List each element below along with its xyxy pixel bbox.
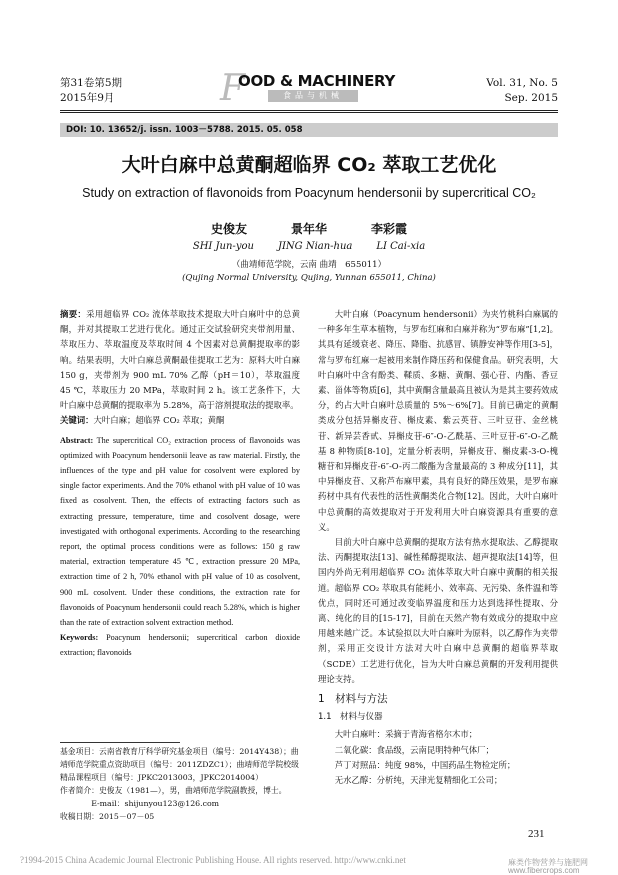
- title-english: Study on extraction of flavonoids from Poacynum hendersonii by supercritical CO₂: [82, 186, 536, 200]
- author-name-en: JING Nian-hua: [277, 241, 353, 252]
- date-label: 收稿日期：: [60, 812, 99, 821]
- keywords-label: 关键词：: [60, 415, 94, 426]
- header-rule-thin: [60, 112, 558, 113]
- abstract-chinese: [60, 307, 300, 413]
- intro-paragraph-1: 大叶白麻（Poacynum hendersonii）为夹竹桃科白麻属的一种多年生草本植物，与罗布红麻和白麻并称为“罗布麻”[1,2]。其具有延缓衰老、降压、降脂、抗感冒、镇静安神等作用[3-5]，常与罗布红麻一起被用来制作降压药和保健食品。研究表明，大叶白麻叶中含有酚类、鞣质、多糖、黄酮、强心苷、内酯、香豆素、甾体等物质[6]，其中黄酮含量最高且被认为是其主要药效成分，约占大叶白麻叶总质量的 5%～6%[7]。目前已确定的黄酮类成分包括异槲皮苷、槲皮素、紫云英苷、三叶豆苷、金丝桃苷、新异芸香甙、异槲皮苷-6″-O-乙酰基、三叶豆苷-6″-O-乙酰基 8 种物质[8-10]，定量分析表明，异槲皮苷、槲皮素-3-O-槐糖苷和异槲皮苷-6″-O-丙二酸酯为含量最高的 3 种成分[11]，其中异槲皮苷、又称芦布麻甲素，具有良好的降压效果，是罗布麻药材中具有代表性的活性黄酮类化合物[12]。因此，大叶白麻叶中总黄酮的高效提取对于开发利用大叶白麻资源具有重要的意义。: [318, 309, 558, 532]
- journal-volume-info-en: [486, 76, 558, 106]
- watermark-url: www.fibercrops.com: [508, 866, 580, 875]
- issue-date: 2015年9月: [60, 92, 115, 104]
- volume-issue-en: Vol. 31, No. 5: [486, 77, 558, 89]
- footnote-rule: [60, 742, 180, 743]
- author-name: 景年华: [290, 222, 327, 236]
- author-name-en: SHI Jun-you: [192, 241, 254, 252]
- author-label: 作者简介：: [60, 786, 99, 795]
- abstract-en-label: Abstract:: [60, 435, 94, 445]
- section-heading: 1 材料与方法: [318, 693, 388, 706]
- logo-letter: F: [220, 68, 245, 109]
- subsection-heading: 1.1 材料与仪器: [318, 712, 383, 723]
- watermark-cn: 麻类作物营养与施肥网: [508, 858, 588, 867]
- issue-date-en: Sep. 2015: [504, 92, 558, 104]
- date-text: 2015－07－05: [98, 812, 155, 821]
- header-rule: [60, 110, 558, 111]
- material-item: 大叶白麻叶：采摘于青海省格尔木市；: [334, 729, 478, 740]
- journal-logo: [220, 68, 400, 109]
- keywords-en-text: Poacynum hendersonii; supercritical carbon dioxide extraction; flavonoids: [60, 633, 300, 658]
- material-item: 芦丁对照品：纯度 98%，中国药品生物检定所；: [334, 759, 516, 770]
- page-number: 231: [528, 828, 545, 840]
- fund-label: 基金项目：: [60, 747, 99, 756]
- author-name: 李彩霞: [371, 222, 408, 236]
- fund-text: 云南省教育厅科学研究基金项目（编号：2014Y438）；曲靖师范学院重点资助项目（编号：2011ZDZC1）；曲靖师范学院校级精品课程项目（编号：JPKC2013003，JPKC2014004）: [60, 747, 299, 782]
- authors-chinese: [0, 220, 618, 237]
- doi-bar: DOI: 10. 13652/j. issn. 1003－5788. 2015. 05. 058: [60, 123, 558, 137]
- right-column: [318, 307, 558, 788]
- fund-info: [60, 745, 300, 784]
- abstract-label: 摘要：: [60, 309, 87, 319]
- keywords-english: [60, 630, 300, 660]
- keywords-en-label: Keywords:: [60, 633, 99, 643]
- author-text: 史俊友（1981—），男，曲靖师范学院副教授，博士。: [98, 786, 287, 795]
- left-column: [60, 307, 300, 661]
- journal-volume-info: [60, 76, 122, 106]
- author-info: [60, 784, 300, 797]
- keywords-text: 大叶白麻；超临界 CO₂ 萃取；黄酮: [93, 415, 225, 426]
- authors-english: [0, 241, 618, 252]
- author-email: E-mail：shijunyou123@126.com: [91, 799, 220, 808]
- affiliation-english: (Qujing Normal University, Qujing, Yunnan 655011, China): [182, 273, 436, 283]
- material-item: 二氧化碳：食品级，云南昆明特种气体厂；: [334, 744, 494, 755]
- affiliation-chinese: （曲靖师范学院，云南 曲靖 655011）: [231, 260, 387, 270]
- author-name: 史俊友: [210, 222, 247, 236]
- volume-issue: 第31卷第5期: [60, 77, 123, 89]
- material-item: 无水乙醇：分析纯，天津光复精细化工公司；: [334, 775, 503, 786]
- abstract-text: 采用超临界 CO₂ 流体萃取技术提取大叶白麻叶中的总黄酮，并对其提取工艺进行优化。通过正交试验研究夹带剂用量、萃取压力、萃取温度及萃取时间 4 个因素对总黄酮提取率的影响。结果表明，大叶白麻总黄酮最佳提取工艺为：原料大叶白麻 150 g，夹带剂为 900 mL 70% 乙醇（pH＝10），萃取温度 45 ℃，萃取压力 20 MPa，萃取时间 2 h。该工艺条件下，大叶白麻中总黄酮的提取率为 5.28%，高于溶剂提取法的提取率。: [60, 309, 300, 411]
- logo-text: OOD & MACHINERY: [238, 72, 396, 90]
- received-date: [60, 810, 300, 823]
- keywords-chinese: [60, 413, 300, 428]
- abstract-en-text: The supercritical CO₂ extraction process of flavonoids was optimized with Poacynum hendersonii leave as raw material. Firstly, the influences of the type and pH value for cosolvent were explored by single factor experiments. And the 70% ethanol with pH value of 10 was fixed as cosolvent. Then, the effects of extracting factors such as extracting pressure, temperature, time and cosolvent dosage, were investigated with orthogonal experiments. According to the researching report, the optimal process conditions were as follows: 150 g raw material, extraction temperature 45 ℃, extraction pressure 20 MPa, extraction time of 2 h, 70% ethanol with pH value of 10 as cosolvent, 900 mL cosolvent. Under these conditions, the extraction rate for flavonoids of Poacynum hendersonii could reach 5.28%, which is higher than the rate of extraction solvent extraction method.: [60, 435, 300, 628]
- abstract-english: [60, 433, 300, 631]
- logo-subtitle: 食品与机械: [268, 90, 358, 102]
- copyright-footer: ?1994-2015 China Academic Journal Electronic Publishing House. All rights reserved. http://www.cnki.net: [20, 855, 406, 865]
- title-chinese: 大叶白麻中总黄酮超临界 CO₂ 萃取工艺优化: [121, 154, 497, 176]
- footnote: [60, 745, 300, 823]
- author-name-en: LI Cai-xia: [376, 241, 426, 252]
- intro-paragraph-2: 目前大叶白麻中总黄酮的提取方法有热水提取法、乙醇提取法、丙酮提取法[13]、碱性稀醇提取法、超声提取法[14]等，但国内外尚无利用超临界 CO₂ 流体萃取大叶白麻中黄酮的相关报道。超临界 CO₂ 萃取具有能耗小、效率高、无污染、条件温和等优点，同时还可通过改变临界温度和压力达到选择性提取、分离、纯化的目的[15-17]，目前在天然产物有效成分的提取中应用越来越广泛。本试验拟以大叶白麻叶为原料，以乙醇作为夹带剂，采用正交设计方法对大叶白麻中总黄酮的超临界萃取（SCDE）工艺进行优化，旨为大叶白麻总黄酮的开发利用提供理论支持。: [318, 537, 558, 684]
